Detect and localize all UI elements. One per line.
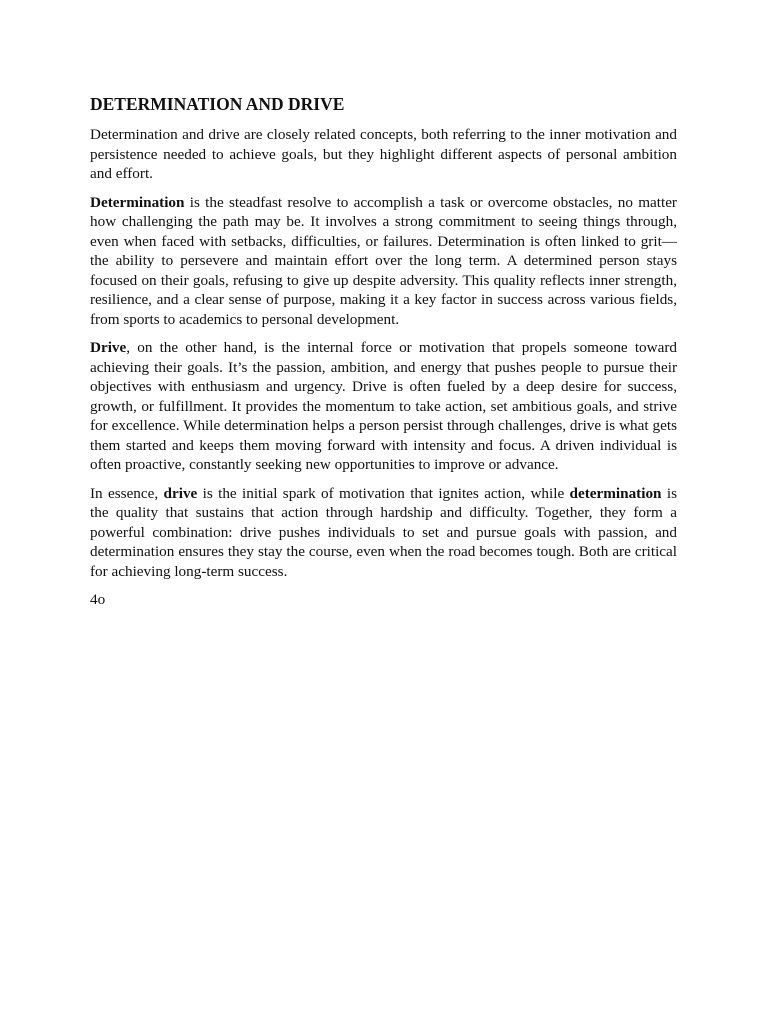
document-page bbox=[90, 93, 677, 610]
conclusion-lead: In essence, bbox=[90, 484, 164, 502]
determination-term: Determination bbox=[90, 193, 185, 211]
conclusion-term-drive: drive bbox=[163, 484, 198, 502]
drive-text: , on the other hand, is the internal force or motivation that propels someone toward achieving their goals. It’s the passion, ambition, and energy that pushes people to pursue their objectives with enthusiasm and urgency. Drive is often fueled by a deep desire for success, growth, or fulfillment. It provides the momentum to take action, set ambitious goals, and strive for excellence. While determination helps a person persist through challenges, drive is what gets them started and keeps them moving forward with intensity and focus. A driven individual is often proactive, constantly seeking new opportunities to improve or advance. bbox=[90, 339, 677, 473]
conclusion-mid: is the initial spark of motivation that ignites action, while bbox=[197, 484, 570, 502]
conclusion-paragraph bbox=[90, 484, 677, 582]
conclusion-term-determination: determination bbox=[569, 484, 662, 502]
conclusion-tail: is the quality that sustains that action through hardship and difficulty. Together, they form a powerful combination: drive pushes individuals to set and pursue goals with passion, and determination ensures they stay the course, even when the road becomes tough. Both are critical for achieving long-term success. bbox=[90, 484, 677, 580]
document-title: DETERMINATION AND DRIVE bbox=[90, 94, 345, 114]
determination-paragraph bbox=[90, 193, 677, 330]
drive-term: Drive bbox=[90, 339, 127, 356]
intro-paragraph: Determination and drive are closely related concepts, both referring to the inner motivation and persistence needed to achieve goals, but they highlight different aspects of personal ambition and effort. bbox=[90, 126, 677, 182]
drive-paragraph bbox=[90, 338, 677, 475]
model-label: 4o bbox=[90, 591, 106, 608]
determination-text: is the steadfast resolve to accomplish a task or overcome obstacles, no matter how challenging the path may be. It involves a strong commitment to seeing things through, even when faced with setbacks, difficulties, or failures. Determination is often linked to grit—the ability to persevere and maintain effort over the long term. A determined person stays focused on their goals, refusing to give up despite adversity. This quality reflects inner strength, resilience, and a clear sense of purpose, making it a key factor in success across various fields, from sports to academics to personal development. bbox=[90, 193, 677, 328]
